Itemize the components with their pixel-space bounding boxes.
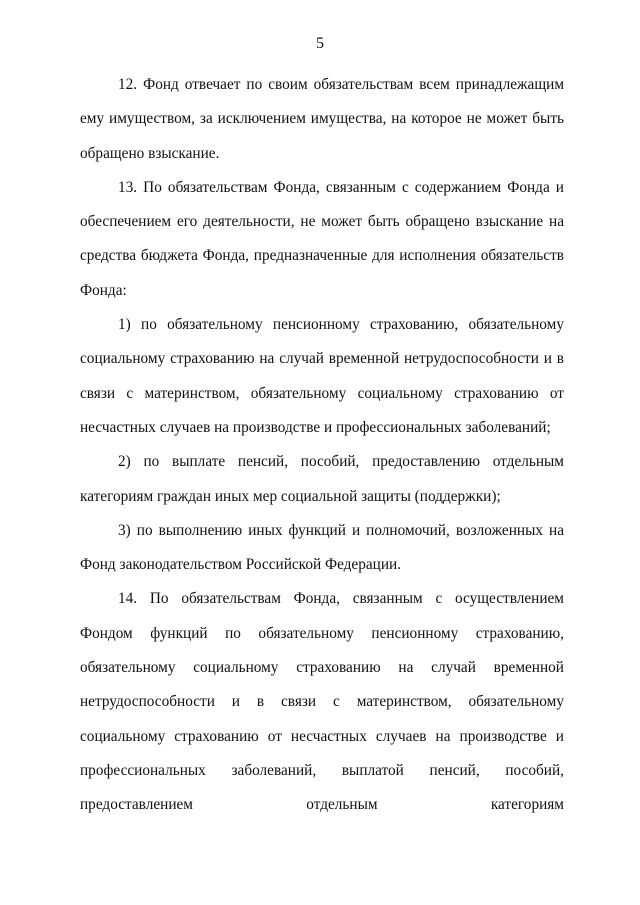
paragraph-14: 14. По обязательствам Фонда, связанным с осуществлением Фондом функций по обязательному пенсионному страхованию, обязательному социальному страхованию на случай временной нетрудоспособности и в связи с материнством, обязательному социальному страхованию от несчастных случаев на производстве и профессиональных заболеваний, выплатой пенсий, пособий, предоставлением отдельным категориям [80, 590, 564, 814]
document-body [80, 68, 564, 823]
list-item-2: 2) по выплате пенсий, пособий, предоставлению отдельным категориям граждан иных мер социальной защиты (поддержки); [80, 453, 564, 505]
page-number: 5 [316, 35, 324, 52]
list-item-3: 3) по выполнению иных функций и полномочий, возложенных на Фонд законодательством Российской Федерации. [80, 521, 564, 574]
list-item-1: 1) по обязательному пенсионному страхованию, обязательному социальному страхованию на случай временной нетрудоспособности и в связи с материнством, обязательному социальному страхованию от несчастных случаев на производстве и профессиональных заболеваний; [80, 316, 564, 436]
paragraph-12: 12. Фонд отвечает по своим обязательствам всем принадлежащим ему имуществом, за исключением имущества, на которое не может быть обращено взыскание. [80, 76, 564, 162]
paragraph-13: 13. По обязательствам Фонда, связанным с содержанием Фонда и обеспечением его деятельности, не может быть обращено взыскание на средства бюджета Фонда, предназначенные для исполнения обязательств Фонда: [80, 178, 564, 299]
